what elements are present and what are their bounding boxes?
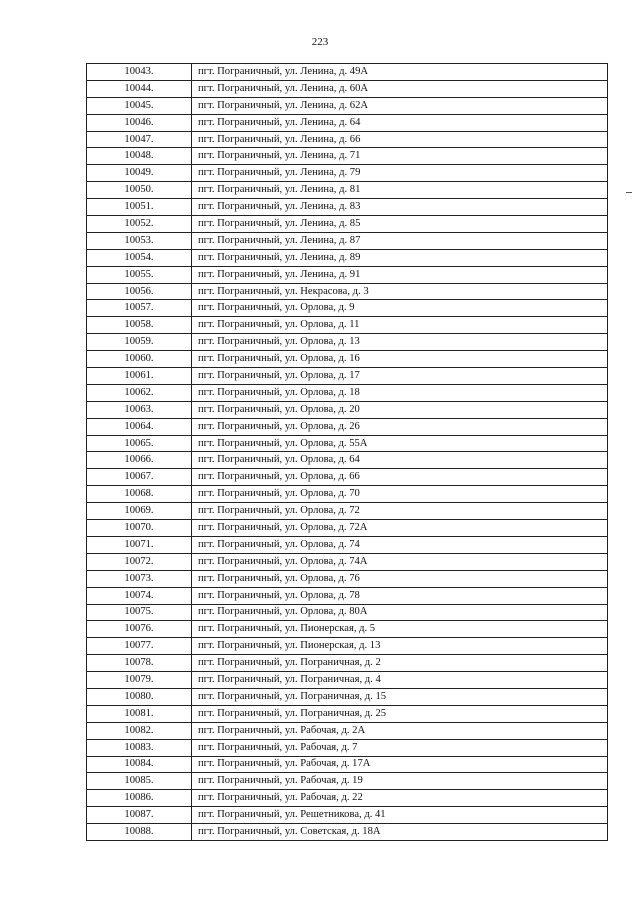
address-table [86, 63, 608, 841]
row-address: пгт. Пограничный, ул. Ленина, д. 91 [192, 266, 608, 283]
row-number: 10079. [87, 672, 192, 689]
table-row [87, 351, 608, 368]
table-row [87, 604, 608, 621]
table-row [87, 486, 608, 503]
table-row [87, 655, 608, 672]
row-address: пгт. Пограничный, ул. Орлова, д. 72 [192, 503, 608, 520]
row-number: 10055. [87, 266, 192, 283]
row-address: пгт. Пограничный, ул. Орлова, д. 64 [192, 452, 608, 469]
table-row [87, 536, 608, 553]
table-row [87, 199, 608, 216]
row-address: пгт. Пограничный, ул. Пограничная, д. 15 [192, 688, 608, 705]
table-row [87, 64, 608, 81]
row-address: пгт. Пограничный, ул. Орлова, д. 18 [192, 384, 608, 401]
table-row [87, 739, 608, 756]
table-row [87, 503, 608, 520]
row-address: пгт. Пограничный, ул. Ленина, д. 60А [192, 80, 608, 97]
row-address: пгт. Пограничный, ул. Рабочая, д. 2А [192, 722, 608, 739]
row-address: пгт. Пограничный, ул. Ленина, д. 64 [192, 114, 608, 131]
row-address: пгт. Пограничный, ул. Орлова, д. 66 [192, 469, 608, 486]
row-number: 10064. [87, 418, 192, 435]
row-number: 10048. [87, 148, 192, 165]
table-row [87, 452, 608, 469]
row-number: 10083. [87, 739, 192, 756]
row-number: 10049. [87, 165, 192, 182]
table-row [87, 148, 608, 165]
table-row [87, 756, 608, 773]
table-row [87, 790, 608, 807]
row-number: 10056. [87, 283, 192, 300]
row-number: 10059. [87, 334, 192, 351]
row-number: 10067. [87, 469, 192, 486]
row-number: 10085. [87, 773, 192, 790]
address-table-body [87, 64, 608, 841]
row-address: пгт. Пограничный, ул. Орлова, д. 26 [192, 418, 608, 435]
row-address: пгт. Пограничный, ул. Пионерская, д. 5 [192, 621, 608, 638]
row-address: пгт. Пограничный, ул. Ленина, д. 66 [192, 131, 608, 148]
row-number: 10082. [87, 722, 192, 739]
row-number: 10080. [87, 688, 192, 705]
row-address: пгт. Пограничный, ул. Ленина, д. 87 [192, 232, 608, 249]
row-number: 10065. [87, 435, 192, 452]
table-row [87, 384, 608, 401]
row-number: 10057. [87, 300, 192, 317]
row-number: 10052. [87, 216, 192, 233]
row-address: пгт. Пограничный, ул. Орлова, д. 74 [192, 536, 608, 553]
table-row [87, 520, 608, 537]
row-number: 10043. [87, 64, 192, 81]
row-number: 10060. [87, 351, 192, 368]
row-address: пгт. Пограничный, ул. Орлова, д. 78 [192, 587, 608, 604]
table-row [87, 283, 608, 300]
row-number: 10061. [87, 368, 192, 385]
row-address: пгт. Пограничный, ул. Орлова, д. 16 [192, 351, 608, 368]
row-number: 10063. [87, 401, 192, 418]
table-row [87, 266, 608, 283]
row-address: пгт. Пограничный, ул. Рабочая, д. 17А [192, 756, 608, 773]
row-address: пгт. Пограничный, ул. Рабочая, д. 19 [192, 773, 608, 790]
row-address: пгт. Пограничный, ул. Орлова, д. 72А [192, 520, 608, 537]
margin-mark [626, 192, 632, 193]
table-row [87, 165, 608, 182]
row-number: 10087. [87, 807, 192, 824]
table-row [87, 401, 608, 418]
row-address: пгт. Пограничный, ул. Некрасова, д. 3 [192, 283, 608, 300]
row-address: пгт. Пограничный, ул. Ленина, д. 81 [192, 182, 608, 199]
row-address: пгт. Пограничный, ул. Ленина, д. 83 [192, 199, 608, 216]
row-address: пгт. Пограничный, ул. Орлова, д. 55А [192, 435, 608, 452]
row-address: пгт. Пограничный, ул. Орлова, д. 11 [192, 317, 608, 334]
row-address: пгт. Пограничный, ул. Пионерская, д. 13 [192, 638, 608, 655]
table-row [87, 368, 608, 385]
row-number: 10076. [87, 621, 192, 638]
row-address: пгт. Пограничный, ул. Ленина, д. 85 [192, 216, 608, 233]
table-row [87, 722, 608, 739]
table-row [87, 621, 608, 638]
table-row [87, 688, 608, 705]
row-address: пгт. Пограничный, ул. Орлова, д. 70 [192, 486, 608, 503]
table-row [87, 317, 608, 334]
row-number: 10072. [87, 553, 192, 570]
table-row [87, 232, 608, 249]
row-address: пгт. Пограничный, ул. Ленина, д. 71 [192, 148, 608, 165]
row-number: 10074. [87, 587, 192, 604]
row-address: пгт. Пограничный, ул. Орлова, д. 17 [192, 368, 608, 385]
row-address: пгт. Пограничный, ул. Орлова, д. 76 [192, 570, 608, 587]
row-address: пгт. Пограничный, ул. Рабочая, д. 22 [192, 790, 608, 807]
row-number: 10088. [87, 824, 192, 841]
table-row [87, 249, 608, 266]
row-number: 10062. [87, 384, 192, 401]
row-address: пгт. Пограничный, ул. Орлова, д. 74А [192, 553, 608, 570]
row-number: 10044. [87, 80, 192, 97]
row-number: 10077. [87, 638, 192, 655]
row-number: 10078. [87, 655, 192, 672]
table-row [87, 435, 608, 452]
table-row [87, 300, 608, 317]
table-row [87, 672, 608, 689]
row-number: 10053. [87, 232, 192, 249]
table-row [87, 824, 608, 841]
row-number: 10069. [87, 503, 192, 520]
table-row [87, 418, 608, 435]
row-address: пгт. Пограничный, ул. Рабочая, д. 7 [192, 739, 608, 756]
table-row [87, 131, 608, 148]
row-number: 10086. [87, 790, 192, 807]
row-address: пгт. Пограничный, ул. Орлова, д. 13 [192, 334, 608, 351]
row-address: пгт. Пограничный, ул. Пограничная, д. 2 [192, 655, 608, 672]
row-number: 10066. [87, 452, 192, 469]
row-number: 10046. [87, 114, 192, 131]
table-row [87, 807, 608, 824]
row-number: 10075. [87, 604, 192, 621]
row-number: 10081. [87, 705, 192, 722]
row-number: 10047. [87, 131, 192, 148]
row-address: пгт. Пограничный, ул. Ленина, д. 89 [192, 249, 608, 266]
row-number: 10071. [87, 536, 192, 553]
table-row [87, 773, 608, 790]
table-row [87, 216, 608, 233]
row-address: пгт. Пограничный, ул. Орлова, д. 20 [192, 401, 608, 418]
table-row [87, 114, 608, 131]
row-number: 10054. [87, 249, 192, 266]
row-number: 10073. [87, 570, 192, 587]
row-number: 10050. [87, 182, 192, 199]
row-number: 10051. [87, 199, 192, 216]
table-row [87, 638, 608, 655]
page-number: 223 [311, 36, 329, 48]
table-row [87, 553, 608, 570]
row-address: пгт. Пограничный, ул. Орлова, д. 9 [192, 300, 608, 317]
table-row [87, 469, 608, 486]
row-number: 10070. [87, 520, 192, 537]
row-number: 10058. [87, 317, 192, 334]
row-address: пгт. Пограничный, ул. Ленина, д. 62А [192, 97, 608, 114]
row-number: 10068. [87, 486, 192, 503]
table-row [87, 334, 608, 351]
row-number: 10084. [87, 756, 192, 773]
row-address: пгт. Пограничный, ул. Решетникова, д. 41 [192, 807, 608, 824]
row-number: 10045. [87, 97, 192, 114]
table-row [87, 97, 608, 114]
row-address: пгт. Пограничный, ул. Орлова, д. 80А [192, 604, 608, 621]
table-row [87, 587, 608, 604]
table-row [87, 80, 608, 97]
row-address: пгт. Пограничный, ул. Ленина, д. 79 [192, 165, 608, 182]
table-row [87, 182, 608, 199]
row-address: пгт. Пограничный, ул. Пограничная, д. 4 [192, 672, 608, 689]
table-row [87, 705, 608, 722]
row-address: пгт. Пограничный, ул. Советская, д. 18А [192, 824, 608, 841]
table-row [87, 570, 608, 587]
row-address: пгт. Пограничный, ул. Пограничная, д. 25 [192, 705, 608, 722]
row-address: пгт. Пограничный, ул. Ленина, д. 49А [192, 64, 608, 81]
